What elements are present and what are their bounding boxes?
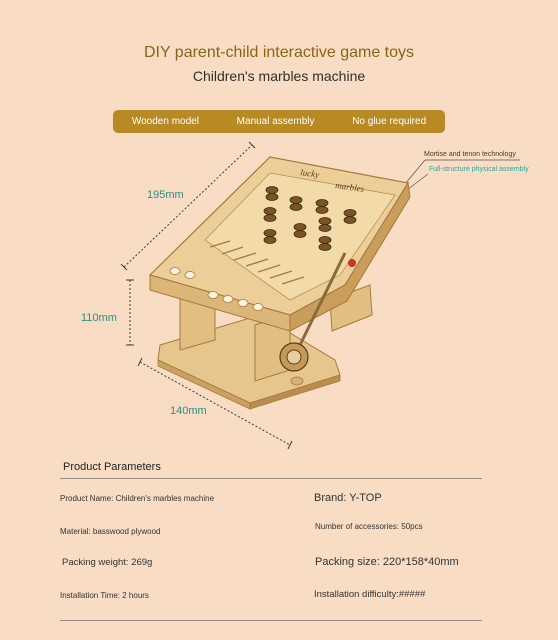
dim-length-label: 195mm — [147, 189, 184, 201]
callout-assembly: Full-structure physical assembly — [429, 166, 529, 173]
param-accessories: Number of accessories: 50pcs — [315, 522, 423, 531]
params-top-rule — [60, 478, 482, 479]
page-subtitle: Children's marbles machine — [192, 68, 366, 84]
param-installation-difficulty: Installation difficulty:##### — [314, 589, 426, 600]
param-product-name: Product Name: Children's marbles machine — [60, 494, 215, 503]
feature-manual-assembly: Manual assembly — [236, 116, 315, 127]
param-packing-weight: Packing weight: 269g — [62, 557, 153, 568]
param-brand: Brand: Y-TOP — [314, 492, 382, 504]
dim-height-label: 110mm — [81, 312, 117, 324]
param-packing-size: Packing size: 220*158*40mm — [315, 556, 459, 568]
params-heading: Product Parameters — [63, 461, 161, 473]
dim-width-label: 140mm — [170, 405, 207, 417]
board-text-marbles: marbles — [334, 180, 365, 195]
feature-no-glue: No glue required — [352, 116, 427, 127]
param-installation-time: Installation Time: 2 hours — [60, 591, 149, 600]
feature-bar — [113, 110, 445, 133]
param-material: Material: basswood plywood — [60, 527, 161, 536]
params-bottom-rule — [60, 620, 482, 621]
callout-mortise: Mortise and tenon technology — [424, 151, 516, 158]
callout-lines — [400, 160, 520, 193]
board-text-lucky: lucky — [299, 167, 320, 180]
feature-wooden-model: Wooden model — [131, 116, 199, 127]
page-title: DIY parent-child interactive game toys — [143, 44, 415, 61]
marble-machine-illustration — [0, 135, 558, 455]
